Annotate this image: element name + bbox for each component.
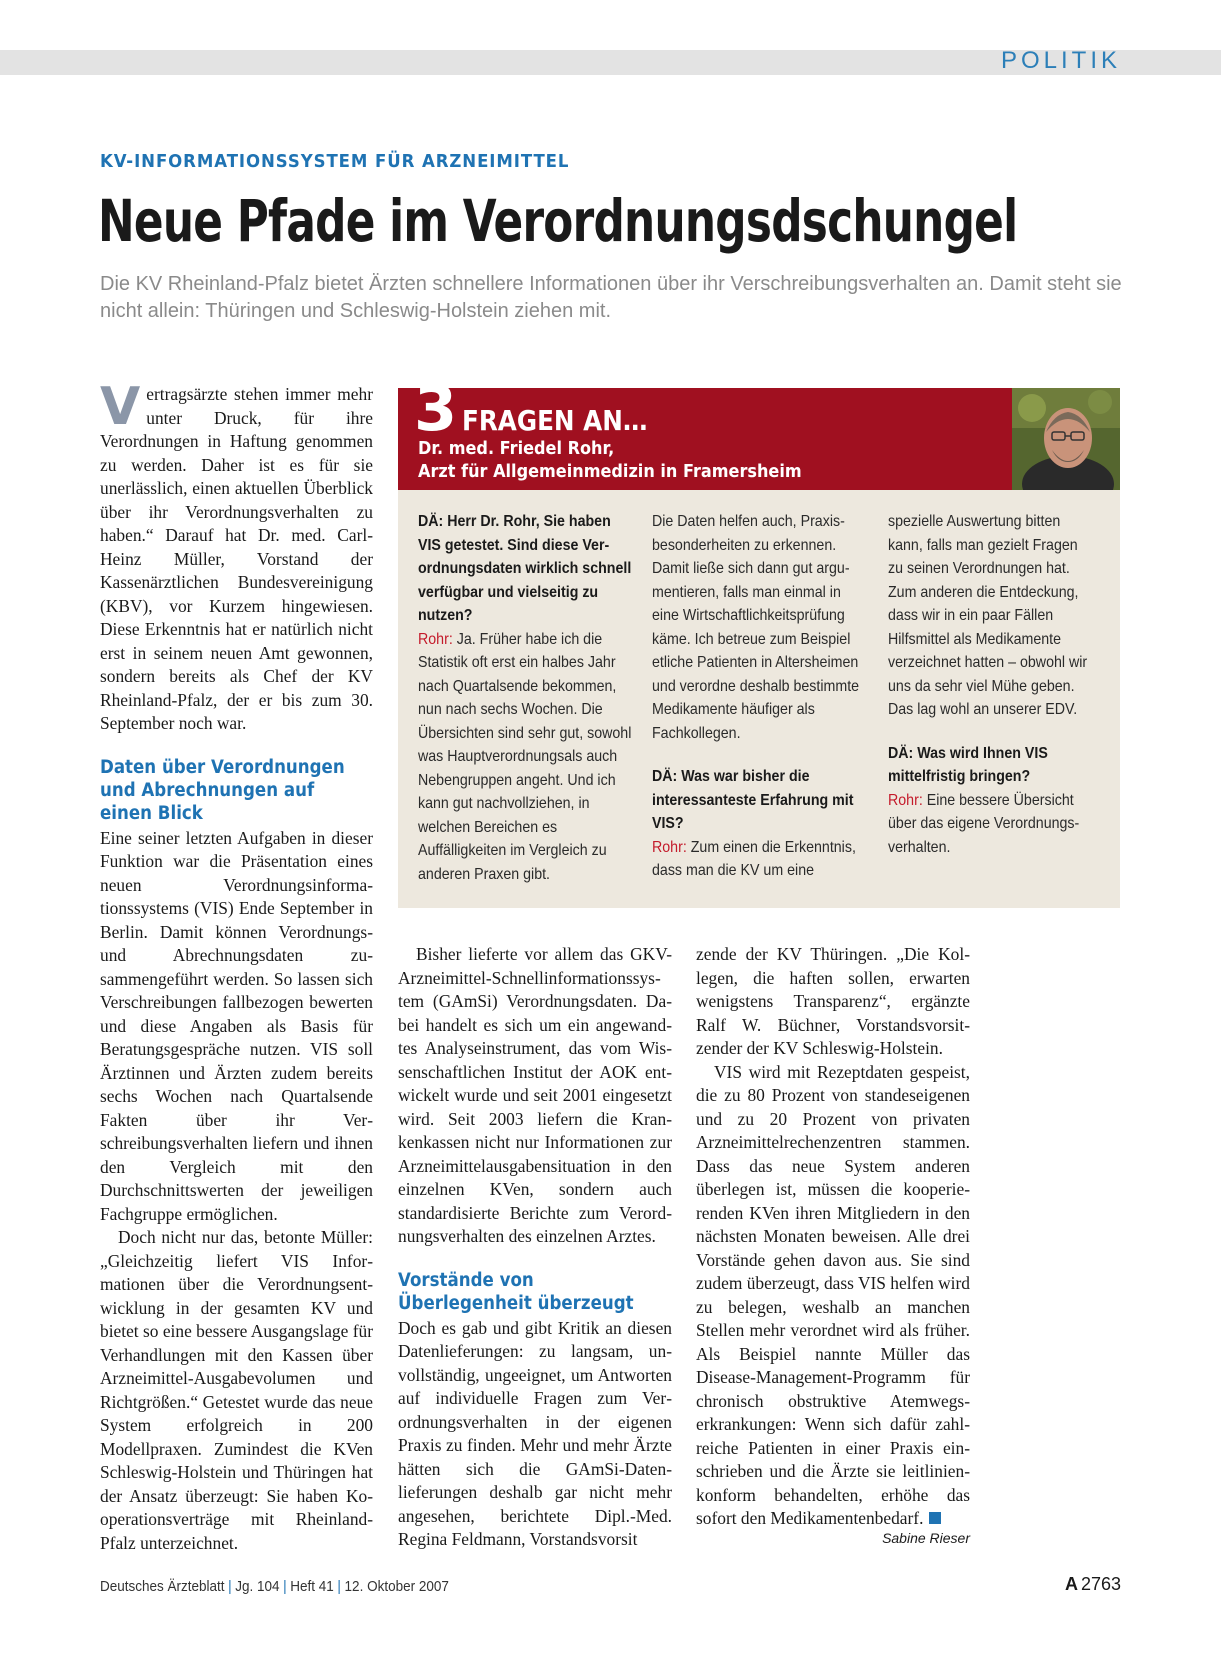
interview-answer-1: Rohr: Ja. Früher habe ich die Statistik oft erst ein halbes Jahr nach Quartalsende bekommen, nun nach sechs Wochen. Die Übersichten sind sehr gut, sowohl was Hauptverordnungsals auch Nebengruppen angeht. Und ich kann gut nachvollziehen, in welchen Bereichen es Auffälligkeiten im Vergleich zu anderen Praxen gibt. (418, 630, 632, 883)
article-column-1 (100, 377, 373, 1555)
article-author: Sabine Rieser (882, 1530, 970, 1546)
page-number-value: 2763 (1080, 1574, 1121, 1594)
speaker-label: Rohr: (652, 838, 687, 856)
paragraph: Eine seiner letzten Aufgaben in dieser Funktion war die Präsentation eines neuen Verordnungsinformationssystems (VIS) Ende September in Berlin. Damit können Verordnungs- und Abrechnungsdaten zusammengeführt werden. So lassen sich Verschreibungen fallbezogen bewerten und diese Angaben als Basis für Beratungsgespräche nutzen. VIS soll Ärztinnen und Ärzten zudem bereits sechs Wochen nach Quartalsende Fakten über ihr Verschreibungsverhalten liefern und ihnen den Vergleich mit den Durchschnittswerten der jeweiligen Fachgruppe ermöglichen. (100, 827, 373, 1224)
interview-number: 3 (414, 372, 458, 445)
paragraph: zende der KV Thüringen. „Die Kollegen, die haften sollen, erwarten wenigstens Transparenz“, ergänzte Ralf W. Büchner, Vorstandsvorsitzender der KV Schleswig-Holstein. (696, 944, 970, 1058)
interviewee-name-line-1: Dr. med. Friedel Rohr, (418, 439, 615, 459)
journal-name: Deutsches Ärzteblatt (100, 1578, 225, 1595)
separator: | (337, 1578, 341, 1595)
interviewee-name-line-2: Arzt für Allgemeinmedizin in Framersheim (418, 462, 802, 482)
journal-issue: Heft 41 (290, 1578, 334, 1595)
interviewee-photo (1012, 388, 1120, 490)
interview-column-2 (652, 510, 864, 883)
interview-column-3 (888, 510, 1093, 859)
interviewee-name (418, 438, 802, 484)
interview-title: FRAGEN AN… (462, 404, 648, 437)
speaker-label: Rohr: (418, 630, 453, 648)
paragraph: Doch nicht nur das, betonte Müller: „Gleichzeitig liefert VIS Informationen über die Verordnungsentwicklung in der gesamten KV und bietet so eine bessere Ausgangslage für Verhandlungen mit den Kassen über Arzneimittel-Ausgabevolumen und Richtgrößen.“ Getestet wurde das neue System erfolgreich in 200 Modellpraxen. Zumindest die KVen Schleswig-Holstein und Thüringen hat der Ansatz überzeugt: Sie haben Kooperationsverträge mit Rheinland-Pfalz unterzeichnet. (100, 1227, 373, 1553)
separator: | (228, 1578, 232, 1595)
article-column-2 (398, 943, 672, 1552)
intro-text: ertragsärzte stehen immer mehr unter Druck, für ihre Verordnungen in Haftung genommen zu werden. Daher ist es für sie unerlässlich, einen aktuellen Überblick über ihr Verordnungsverhalten zu haben.“ Darauf hat Dr. med. Carl-Heinz Müller, Vorstand der Kassenärztlichen Bundesvereinigung (KBV), vor Kurzem hingewiesen. Diese Erkenntnis hat er natürlich nicht erst in seinem neuen Amt gewonnen, sondern bereits als Chef der KV Rheinland-Pfalz, der er bis zum 30. September noch war. (100, 384, 373, 733)
interview-question-3: DÄ: Was wird Ihnen VIS mittelfristig bringen? (888, 744, 1048, 785)
paragraph: Doch es gab und gibt Kritik an diesen Datenlieferungen: zu langsam, unvollständig, ungeeignet, um Antworten auf individuelle Fragen zum Verordnungsverhalten in der eigenen Praxis zu finden. Mehr und mehr Ärzte hätten sich die GAmSi-Datenlieferungen deshalb gar nicht mehr angesehen, berichtete Dipl.-Med. Regina Feldmann, Vorstandsvorsit (398, 1317, 672, 1549)
paragraph-final: VIS wird mit Rezeptdaten gespeist, die zu 80 Prozent von standeseigenen und zu 20 Prozent von privaten Arzneimittelrechenzentren stammen. Dass das neue System anderen überlegen ist, müssen die kooperierenden KVen ihren Mitgliedern in den nächsten Monaten beweisen. Alle drei Vorstände gehen davon aus. Sie sind zudem überzeugt, dass VIS helfen wird zu belegen, weshalb an manchen Stellen mehr verordnet wird als früher. Als Beispiel nannte Müller das Disease-Management-Programm für chronisch obstruktive Atemwegserkrankungen: Wenn sich dafür zahlreiche Patienten in einer Praxis einschrieben und die Ärzte sie leitlinienkonform behandelten, erhöhe das sofort den Medikamentenbedarf. (696, 1061, 970, 1528)
intro-paragraph (100, 377, 373, 736)
interview-question-2: DÄ: Was war bisher die interessanteste Erfahrung mit VIS? (652, 768, 854, 832)
separator: | (283, 1578, 287, 1595)
interview-answer-1-continued: Die Daten helfen auch, Praxisbesonderheiten zu erkennen. Damit ließe sich dann gut argumentieren, falls man einmal in eine Wirtschaftlichkeitsprüfung käme. Ich betreue zum Beispiel etliche Patienten in Altersheimen und verordne deshalb bestimmte Medikamente häufiger als Fachkollegen. (652, 513, 860, 742)
footer-citation (100, 1578, 449, 1595)
interview-answer-3: Rohr: Eine bessere Übersicht über das eigene Verordnungsverhalten. (888, 791, 1080, 856)
page-number (1065, 1574, 1121, 1595)
dropcap: V (100, 377, 141, 437)
subheading-daten: Daten über Verordnungen und Abrechnungen auf einen Blick (100, 756, 345, 824)
paragraph: Bisher lieferte vor allem das GKV-Arzneimittel-Schnellinformationssystem (GAmSi) Verordnungsdaten. Dabei handelt es sich um ein angewandtes Analyseinstrument, das vom Wissenschaftlichen Institut der AOK entwickelt wurde und seit 2001 eingesetzt wird. Seit 2003 liefern die Krankenkassen nicht nur Informationen zur Arzneimittelausgabensituation in den einzelnen KVen, sondern auch standardisierte Berichte zum Verordnungsverhalten des einzelnen Arztes. (398, 944, 672, 1246)
end-square-icon (929, 1512, 941, 1524)
portrait-image (1012, 388, 1120, 490)
interview-answer-2: Rohr: Zum einen die Erkenntnis, dass man die KV um eine (652, 838, 856, 879)
journal-date: 12. Oktober 2007 (344, 1578, 449, 1595)
interview-column-1 (418, 510, 636, 886)
speaker-label: Rohr: (888, 791, 923, 809)
article-lead: Die KV Rheinland-Pfalz bietet Ärzten schnellere Informationen über ihr Verschreibungsverhalten an. Damit steht sie nicht allein: Thüringen und Schleswig-Holstein ziehen mit. (100, 273, 1122, 322)
journal-volume: Jg. 104 (235, 1578, 280, 1595)
interview-question-1: DÄ: Herr Dr. Rohr, Sie haben VIS getestet. Sind diese Verordnungsdaten wirklich schnell verfügbar und vielseitig zu nutzen? (418, 513, 632, 624)
article-headline: Neue Pfade im Verordnungsdschungel (98, 187, 1018, 255)
article-kicker: KV-INFORMATIONSSYSTEM FÜR ARZNEIMITTEL (100, 151, 570, 172)
subheading-vorstaende: Vorstände von Überlegenheit überzeugt (398, 1269, 634, 1314)
section-label: POLITIK (1000, 47, 1121, 74)
interview-answer-2-continued: spezielle Auswertung bitten kann, falls man gezielt Fragen zu seinen Verordnungen hat. Zum anderen die Entdeckung, dass wir in ein paar Fällen Hilfsmittel als Medikamente verzeichnet hatten – obwohl wir uns da sehr viel Mühe geben. Das lag wohl an unserer EDV. (888, 513, 1088, 718)
article-column-3 (696, 943, 970, 1531)
page-prefix: A (1064, 1574, 1078, 1594)
